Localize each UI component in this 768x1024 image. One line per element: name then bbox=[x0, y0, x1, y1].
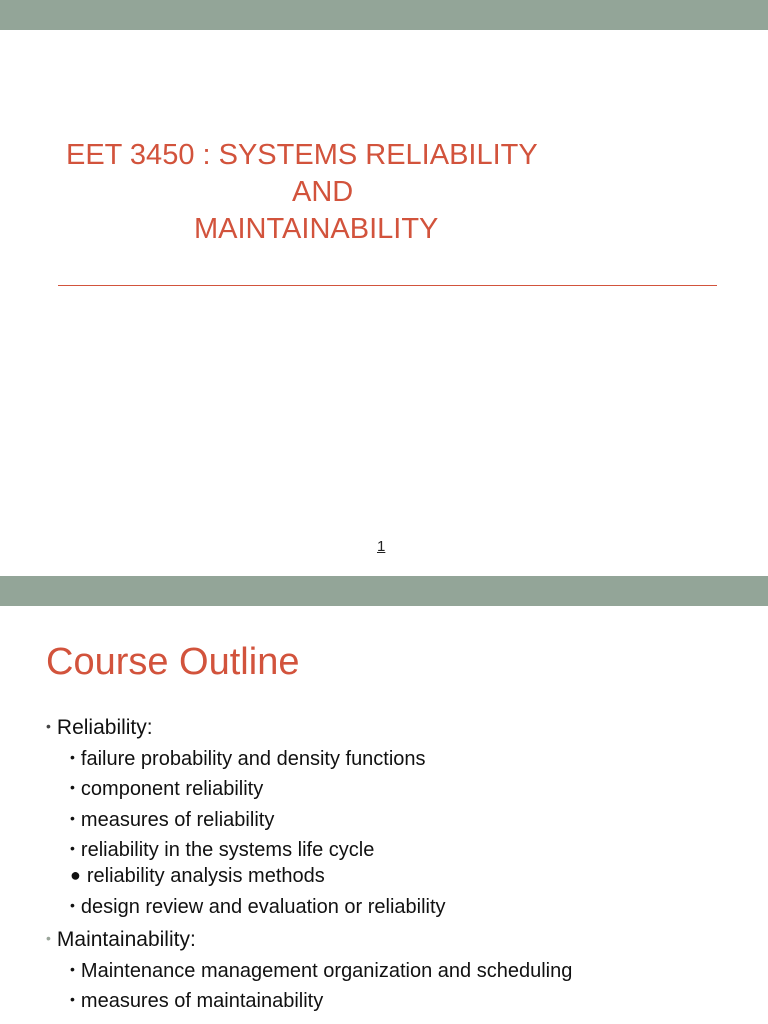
list-item bbox=[70, 865, 325, 888]
list-item bbox=[70, 960, 572, 983]
list-item-text: component reliability bbox=[80, 778, 264, 800]
bullet-dot-icon: • bbox=[70, 810, 75, 826]
list-item bbox=[70, 839, 374, 862]
slide-number: 1 bbox=[377, 538, 386, 555]
bullet-dot-icon: • bbox=[46, 718, 51, 734]
bullet-dot-icon: • bbox=[70, 749, 75, 765]
title-line-3: MAINTAINABILITY bbox=[194, 213, 439, 245]
section-maintainability bbox=[46, 928, 196, 952]
bullet-dot-icon: • bbox=[70, 779, 75, 795]
section-reliability bbox=[46, 716, 153, 740]
list-item-text: measures of maintainability bbox=[80, 990, 324, 1012]
list-item bbox=[70, 809, 274, 832]
list-item bbox=[70, 896, 446, 919]
outline-heading: Course Outline bbox=[46, 641, 300, 683]
list-item-text: design review and evaluation or reliability bbox=[80, 896, 446, 918]
list-item-text: reliability analysis methods bbox=[86, 865, 325, 887]
bullet-dot-icon: • bbox=[46, 930, 51, 946]
slide-divider-bar bbox=[0, 576, 768, 606]
list-item-text: reliability in the systems life cycle bbox=[80, 839, 375, 861]
bullet-dot-icon: • bbox=[70, 961, 75, 977]
title-line-2: AND bbox=[292, 176, 354, 208]
title-line-1: EET 3450 : SYSTEMS RELIABILITY bbox=[66, 139, 538, 171]
list-item-text: Maintenance management organization and scheduling bbox=[80, 960, 573, 982]
list-item bbox=[70, 990, 323, 1013]
slide-top-bar bbox=[0, 0, 768, 30]
list-item-text: measures of reliability bbox=[80, 809, 275, 831]
section-label: Maintainability: bbox=[56, 928, 196, 951]
bullet-dot-icon: • bbox=[70, 840, 75, 856]
bullet-dot-icon: • bbox=[70, 991, 75, 1007]
list-item-text: failure probability and density functions bbox=[80, 748, 426, 770]
bullet-dot-icon: • bbox=[70, 897, 75, 913]
list-item bbox=[70, 748, 426, 771]
title-divider bbox=[58, 285, 717, 286]
list-item bbox=[70, 778, 263, 801]
bullet-dot-icon: ● bbox=[70, 865, 81, 885]
section-label: Reliability: bbox=[56, 716, 153, 739]
